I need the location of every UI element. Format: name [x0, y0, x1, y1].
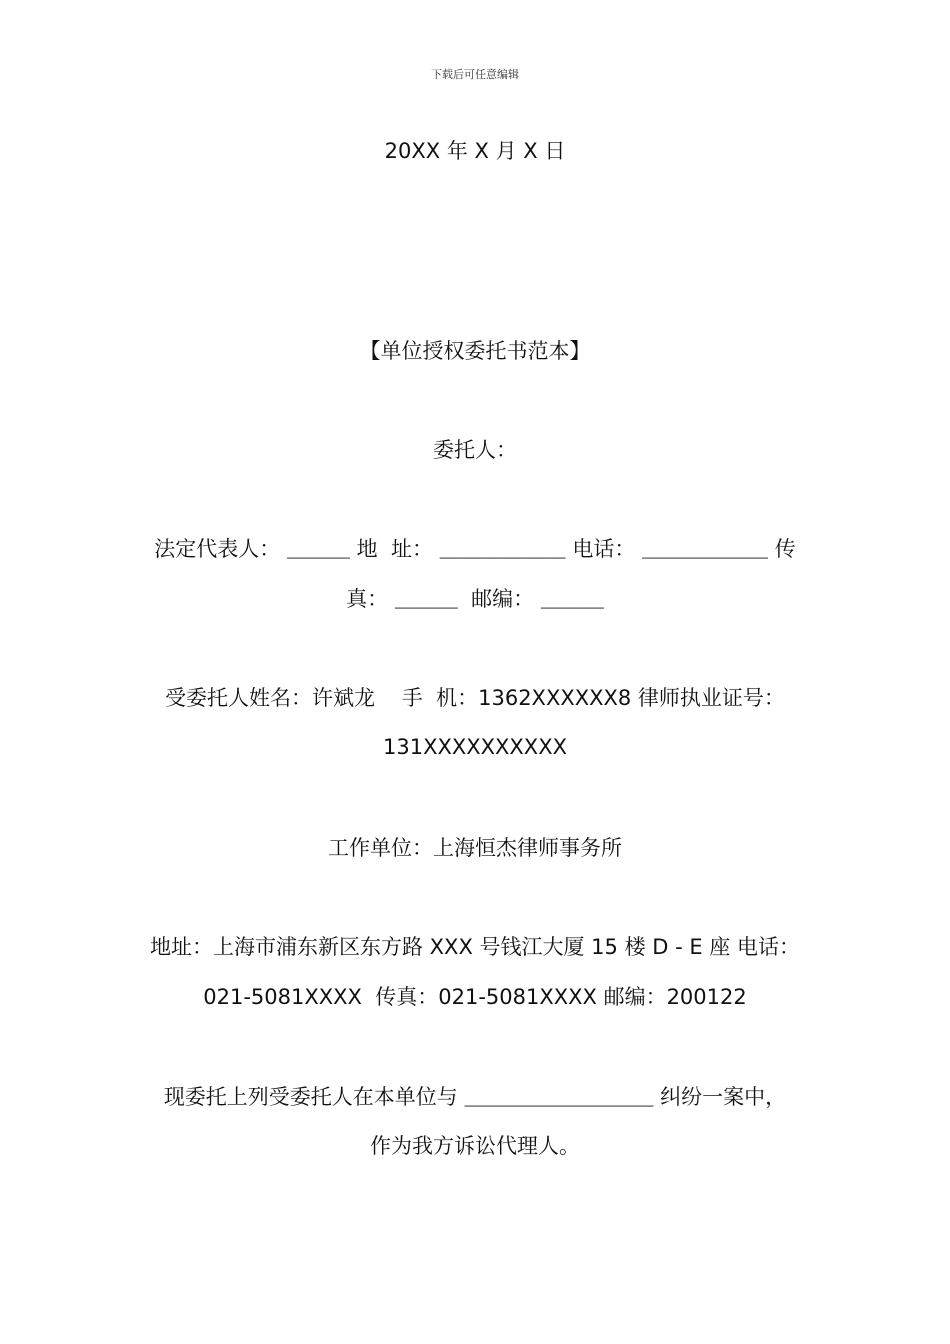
document-title: 【单位授权委托书范本】 — [359, 339, 591, 363]
client-label: 委托人： — [433, 438, 517, 462]
entrust-line-1: 现委托上列受委托人在本单位与 ＿＿＿＿＿＿＿＿＿ 纠纷一案中， — [163, 1085, 787, 1109]
agent-line-2: 131XXXXXXXXXX — [383, 735, 567, 759]
agent-line-1: 受委托人姓名：许斌龙 手 机：1362XXXXXX8 律师执业证号： — [165, 686, 785, 710]
header-note: 下载后可任意编辑 — [431, 68, 519, 81]
address-line-1: 地址：上海市浦东新区东方路 XXX 号钱江大厦 15 楼 D - E 座 电话： — [150, 935, 800, 959]
address-line-2: 021-5081XXXX 传真：021-5081XXXX 邮编：200122 — [203, 985, 747, 1009]
legal-rep-line-2: 真： ＿＿＿ 邮编： ＿＿＿ — [346, 587, 604, 611]
work-unit: 工作单位：上海恒杰律师事务所 — [328, 836, 622, 860]
document-date: 20XX 年 X 月 X 日 — [384, 139, 566, 163]
legal-rep-line-1: 法定代表人： ＿＿＿ 地 址： ＿＿＿＿＿＿ 电话： ＿＿＿＿＿＿ 传 — [154, 537, 796, 561]
entrust-line-2: 作为我方诉讼代理人。 — [370, 1134, 580, 1158]
